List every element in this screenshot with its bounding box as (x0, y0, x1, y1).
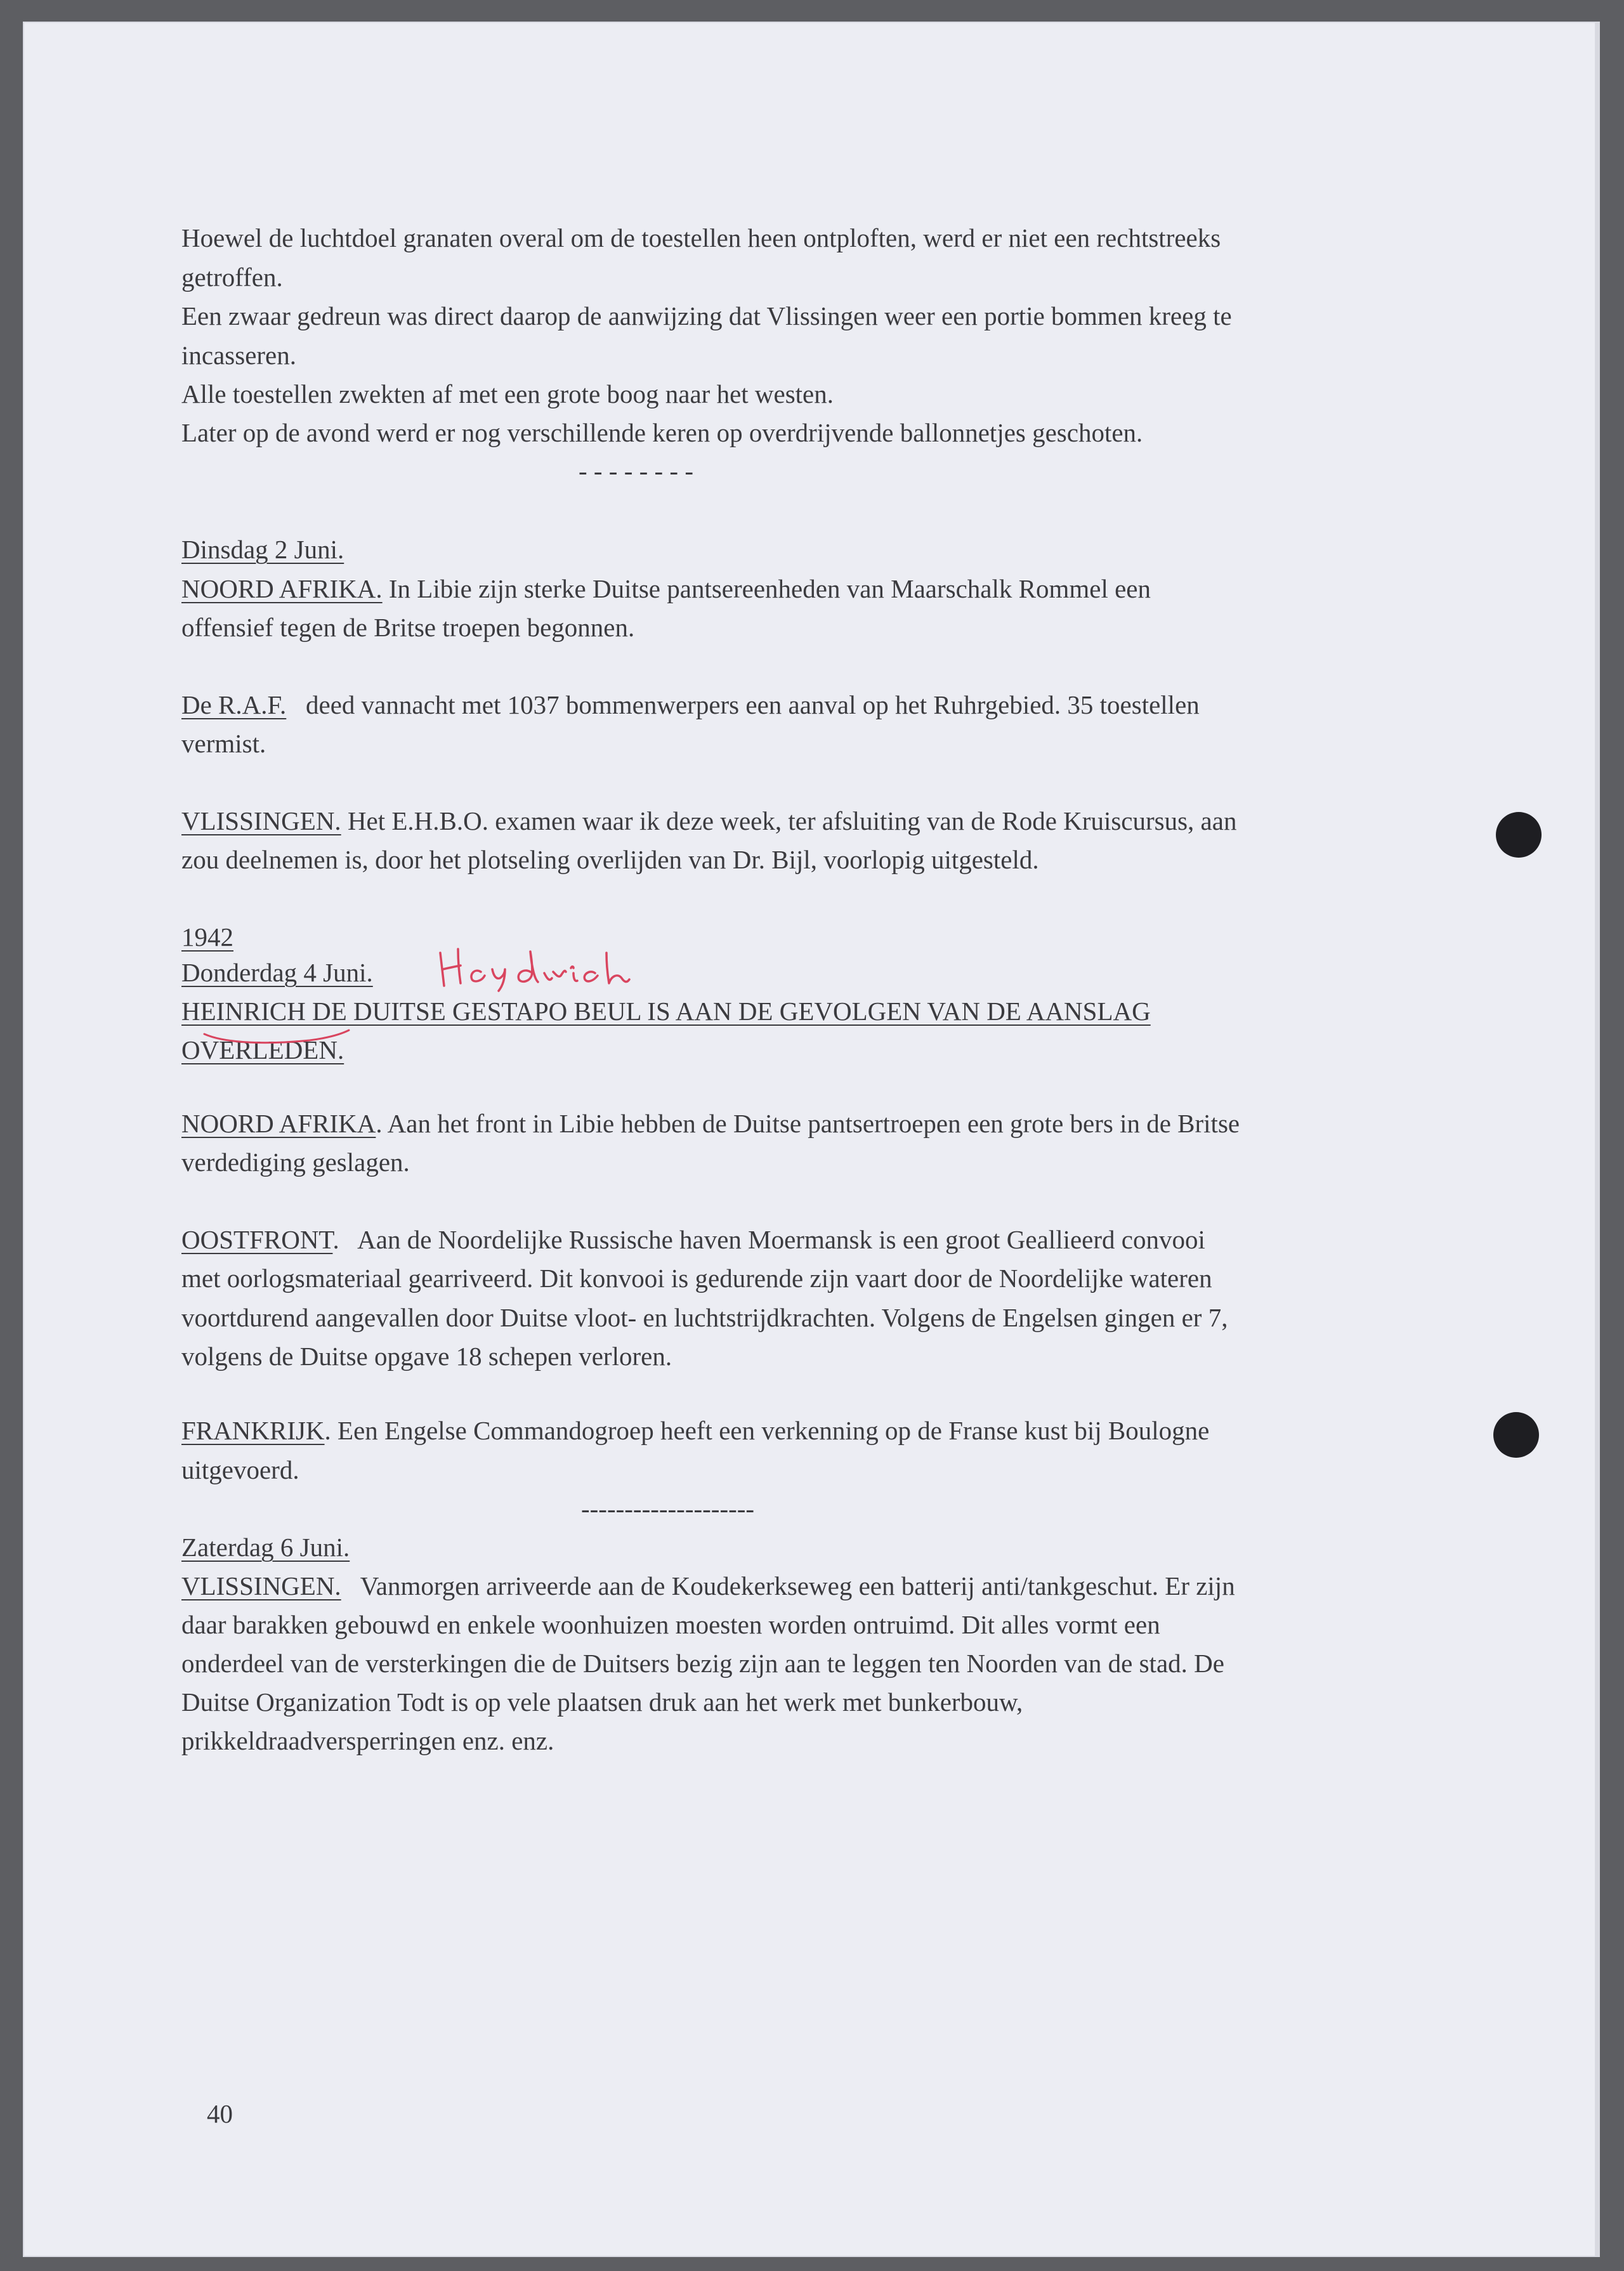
section-label: De R.A.F. (181, 690, 287, 719)
text-line: getroffen. (181, 263, 283, 292)
text-line: prikkeldraadversperringen enz. enz. (181, 1726, 554, 1755)
text-line: NOORD AFRIKA. In Libie zijn sterke Duitse pantsereenheden van Maarschalk Rommel een (181, 574, 1151, 603)
section-label: NOORD AFRIKA. (181, 574, 383, 603)
handwritten-annotation (435, 944, 664, 995)
text-line: Duitse Organization Todt is op vele plaatsen druk aan het werk met bunkerbouw, (181, 1687, 1023, 1717)
text-line: De R.A.F. deed vannacht met 1037 bommenwerpers een aanval op het Ruhrgebied. 35 toestellen (181, 690, 1200, 719)
text-line: uitgevoerd. (181, 1455, 299, 1484)
text-line: zou deelnemen is, door het plotseling overlijden van Dr. Bijl, voorlopig uitgesteld. (181, 845, 1039, 874)
text-line: volgens de Duitse opgave 18 schepen verloren. (181, 1342, 672, 1371)
punch-hole (1493, 1412, 1539, 1458)
text-line: vermist. (181, 729, 266, 758)
text-line: Alle toestellen zwekten af met een grote boog naar het westen. (181, 379, 834, 409)
separator: - - - - - - - - (579, 456, 693, 485)
date-heading: Donderdag 4 Juni. (181, 958, 373, 987)
text-line: met oorlogsmateriaal gearriveerd. Dit konvooi is gedurende zijn vaart door de Noordelijke wateren (181, 1264, 1212, 1293)
separator: -------------------- (581, 1494, 755, 1523)
headline-line: OVERLEDEN. (181, 1035, 344, 1064)
text-line: onderdeel van de versterkingen die de Duitsers bezig zijn aan te leggen ten Noorden van de stad. De (181, 1649, 1224, 1678)
date-heading: Zaterdag 6 Juni. (181, 1533, 350, 1562)
text-line: OOSTFRONT. Aan de Noordelijke Russische haven Moermansk is een groot Geallieerd convooi (181, 1225, 1205, 1254)
year-heading: 1942 (181, 922, 233, 952)
section-label: FRANKRIJK (181, 1416, 325, 1445)
section-label: OOSTFRONT (181, 1225, 333, 1254)
text-line: offensief tegen de Britse troepen begonnen. (181, 613, 635, 642)
text-line: FRANKRIJK. Een Engelse Commandogroep heeft een verkenning op de Franse kust bij Boulogne (181, 1416, 1210, 1445)
page-edge (1596, 22, 1600, 2257)
text-line: incasseren. (181, 341, 296, 370)
section-label: NOORD AFRIKA (181, 1109, 376, 1138)
headline-line: HEINRICH DE DUITSE GESTAPO BEUL IS AAN DE GEVOLGEN VAN DE AANSLAG (181, 997, 1151, 1026)
text-line: Een zwaar gedreun was direct daarop de aanwijzing dat Vlissingen weer een portie bommen kreeg te (181, 301, 1232, 331)
section-label: VLISSINGEN. (181, 806, 341, 835)
text-line: daar barakken gebouwd en enkele woonhuizen moesten worden ontruimd. Dit alles vormt een (181, 1610, 1160, 1639)
punch-hole (1496, 812, 1542, 858)
text-line: Later op de avond werd er nog verschillende keren op overdrijvende ballonnetjes geschoten. (181, 418, 1143, 447)
text-line: VLISSINGEN. Het E.H.B.O. examen waar ik deze week, ter afsluiting van de Rode Kruiscursus, aan (181, 806, 1237, 835)
text-line: voortdurend aangevallen door Duitse vloot- en luchtstrijdkrachten. Volgens de Engelsen gingen er 7, (181, 1303, 1228, 1332)
text-line: VLISSINGEN. Vanmorgen arriveerde aan de Koudekerkseweg een batterij anti/tankgeschut. Er zijn (181, 1571, 1235, 1600)
text-line: verdediging geslagen. (181, 1148, 410, 1177)
red-underline-mark (202, 1026, 354, 1052)
section-label: VLISSINGEN. (181, 1571, 341, 1600)
text-line: NOORD AFRIKA. Aan het front in Libie hebben de Duitse pantsertroepen een grote bers in de Britse (181, 1109, 1240, 1138)
page-number: 40 (207, 2099, 233, 2128)
date-heading: Dinsdag 2 Juni. (181, 535, 344, 564)
text-line: Hoewel de luchtdoel granaten overal om de toestellen heen ontploften, werd er niet een rechtstreeks (181, 223, 1221, 252)
